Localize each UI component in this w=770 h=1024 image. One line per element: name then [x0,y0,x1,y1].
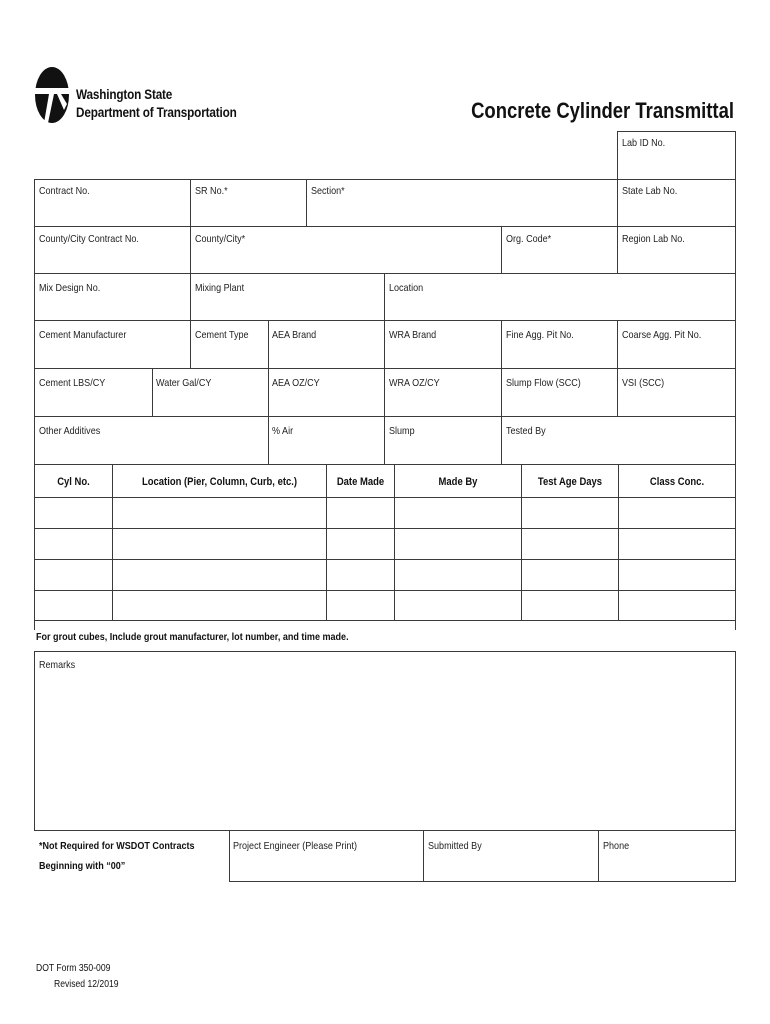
project-engineer-label: Project Engineer (Please Print) [233,840,357,852]
tested-by-label: Tested By [506,425,546,437]
sr-no-label: SR No.* [195,185,228,197]
org-name-line2: Department of Transportation [76,104,237,120]
submitted-by-field[interactable] [424,854,598,880]
form-title: Concrete Cylinder Transmittal [471,98,734,123]
pct-air-label: % Air [272,425,294,437]
col-cyl-no: Cyl No. [57,476,90,488]
grout-note: For grout cubes, Include grout manufacturer, lot number, and time made. [36,631,349,643]
aea-oz-cy-label: AEA OZ/CY [272,377,320,389]
other-additives-label: Other Additives [39,425,101,437]
lab-id-field[interactable] [618,150,734,178]
wra-oz-cy-label: WRA OZ/CY [389,377,440,389]
slump-label: Slump [389,425,415,437]
phone-label: Phone [603,840,630,852]
cement-manufacturer-label: Cement Manufacturer [39,329,127,341]
col-date-made: Date Made [336,476,385,488]
lab-id-label: Lab ID No. [622,137,666,149]
col-made-by: Made By [438,476,478,488]
cement-lbs-cy-label: Cement LBS/CY [39,377,106,389]
form-number: DOT Form 350-009 [36,963,111,974]
wsdot-logo-icon [34,66,70,124]
remarks-textarea[interactable] [35,674,735,829]
phone-field[interactable] [599,854,735,880]
region-lab-no-label: Region Lab No. [622,233,685,245]
remarks-label: Remarks [39,659,76,671]
contract-note-line1: *Not Required for WSDOT Contracts [39,840,195,852]
section-label: Section* [311,185,345,197]
slump-flow-label: Slump Flow (SCC) [506,377,581,389]
contract-note-line2: Beginning with “00” [39,860,126,872]
col-class-conc: Class Conc. [649,476,705,488]
org-name-line1: Washington State [76,86,173,102]
col-test-age-days: Test Age Days [537,476,603,488]
county-city-contract-no-label: County/City Contract No. [39,233,139,245]
table-row[interactable] [35,591,735,620]
state-lab-no-label: State Lab No. [622,185,678,197]
cement-type-label: Cement Type [195,329,249,341]
vsi-label: VSI (SCC) [622,377,665,389]
mixing-plant-label: Mixing Plant [195,282,245,294]
project-engineer-field[interactable] [230,854,423,880]
water-gal-cy-label: Water Gal/CY [156,377,212,389]
mix-design-no-label: Mix Design No. [39,282,101,294]
revision-date: Revised 12/2019 [54,979,119,990]
fine-agg-pit-label: Fine Agg. Pit No. [506,329,574,341]
table-row[interactable] [35,529,735,559]
submitted-by-label: Submitted By [428,840,482,852]
county-city-label: County/City* [195,233,246,245]
table-row[interactable] [35,560,735,590]
table-row[interactable] [35,498,735,528]
coarse-agg-pit-label: Coarse Agg. Pit No. [622,329,702,341]
contract-no-label: Contract No. [39,185,90,197]
aea-brand-label: AEA Brand [272,329,317,341]
wra-brand-label: WRA Brand [389,329,437,341]
org-code-label: Org. Code* [506,233,552,245]
location-label: Location [389,282,424,294]
col-location: Location (Pier, Column, Curb, etc.) [141,476,298,488]
